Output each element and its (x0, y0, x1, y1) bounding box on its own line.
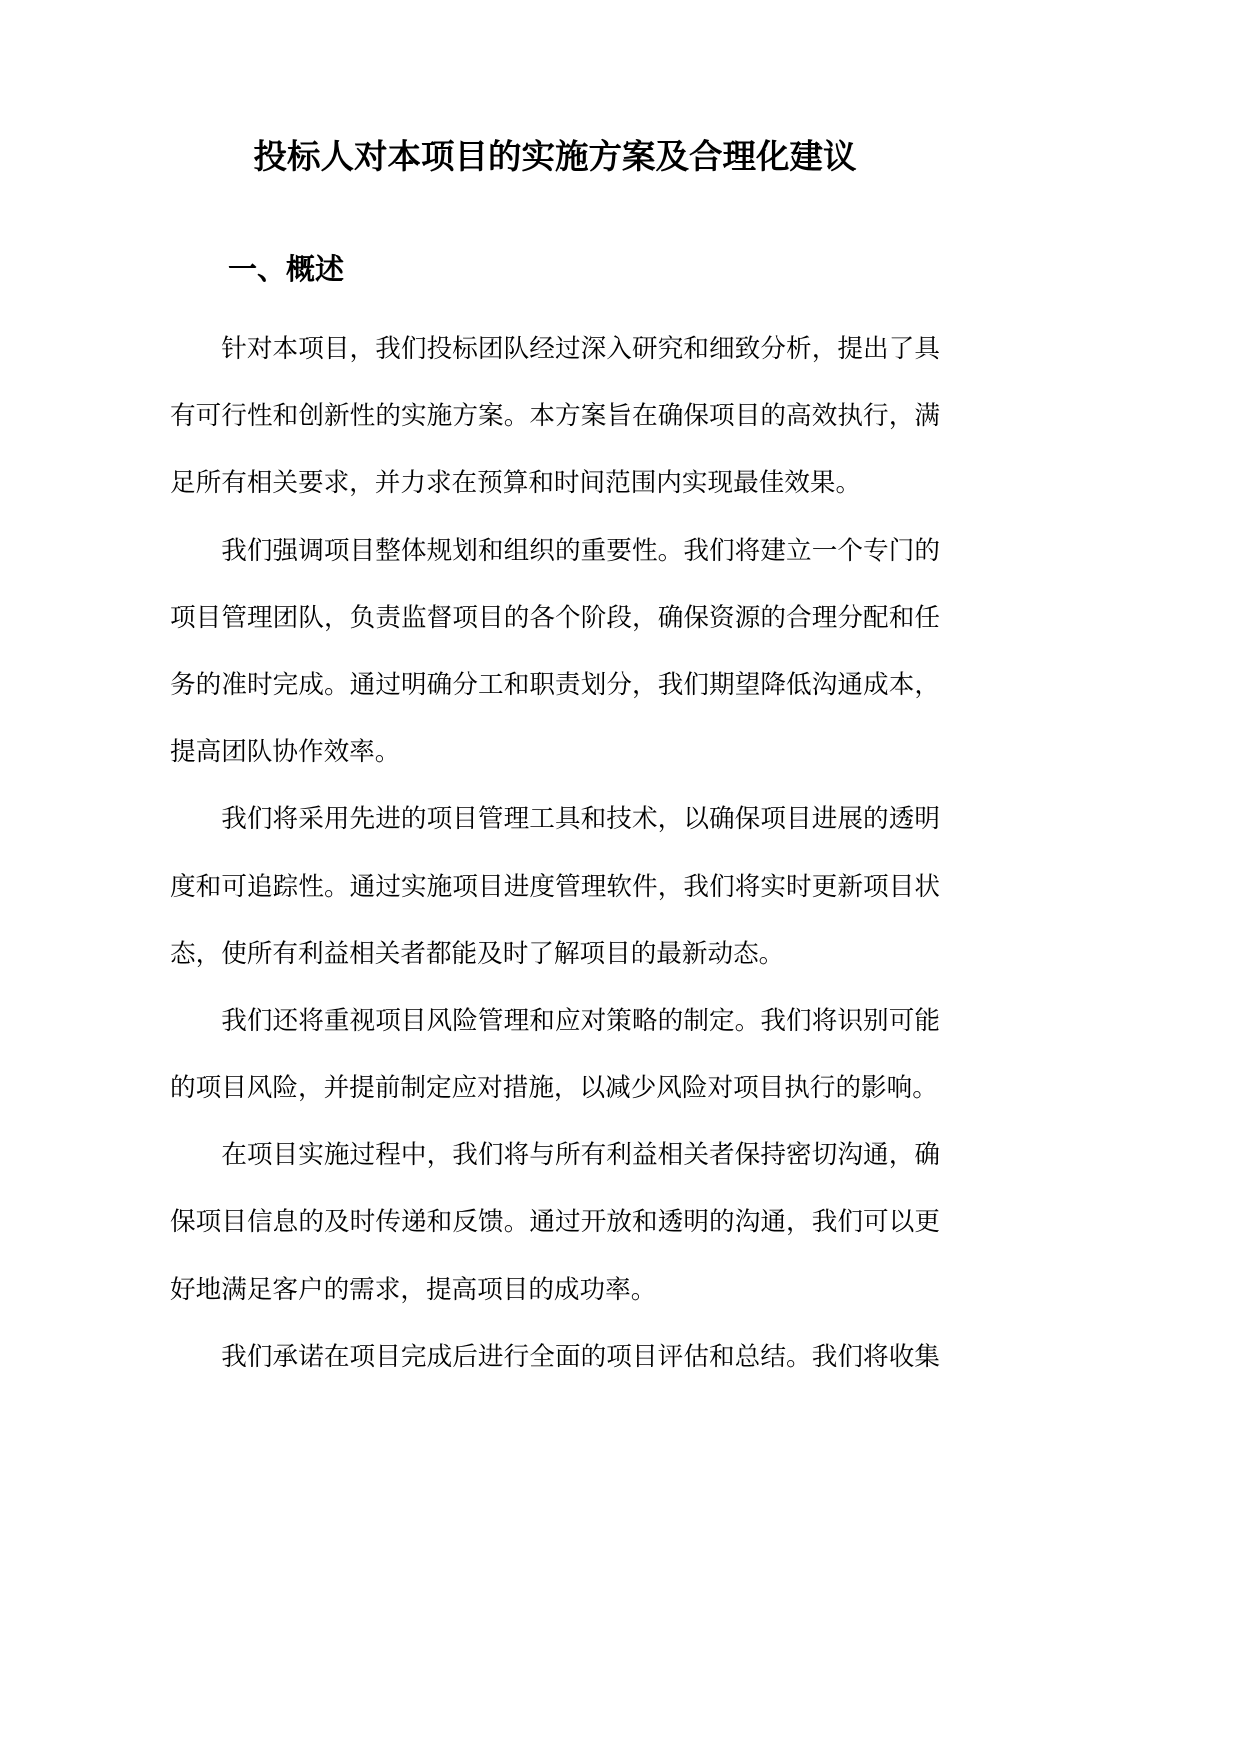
text-line: 足所有相关要求，并力求在预算和时间范围内实现最佳效果。 (170, 468, 862, 498)
paragraph (170, 1121, 940, 1323)
text-line: 的项目风险，并提前制定应对措施，以减少风险对项目执行的影响。 (170, 1073, 938, 1103)
text-line: 务的准时完成。通过明确分工和职责划分，我们期望降低沟通成本， (170, 669, 940, 699)
paragraph (170, 517, 940, 786)
text-line: 我们将采用先进的项目管理工具和技术，以确保项目进展的透明 (221, 804, 940, 834)
text-line: 提高团队协作效率。 (170, 737, 401, 767)
text-line: 度和可追踪性。通过实施项目进度管理软件，我们将实时更新项目状 (170, 871, 940, 901)
text-line: 项目管理团队，负责监督项目的各个阶段，确保资源的合理分配和任 (170, 602, 940, 632)
text-line: 针对本项目，我们投标团队经过深入研究和细致分析，提出了具 (221, 334, 940, 363)
paragraph (170, 315, 940, 517)
text-line: 我们承诺在项目完成后进行全面的项目评估和总结。我们将收集 (221, 1341, 940, 1371)
paragraph (170, 987, 940, 1121)
section-body (170, 315, 940, 1390)
paragraph (170, 1323, 940, 1390)
paragraph (170, 785, 940, 987)
document-title: 投标人对本项目的实施方案及合理化建议 (253, 139, 857, 176)
text-line: 在项目实施过程中，我们将与所有利益相关者保持密切沟通，确 (221, 1140, 940, 1170)
section-heading: 一、概述 (228, 254, 345, 286)
text-line: 好地满足客户的需求，提高项目的成功率。 (170, 1274, 657, 1304)
text-line: 我们强调项目整体规划和组织的重要性。我们将建立一个专门的 (221, 535, 940, 565)
text-line: 态，使所有利益相关者都能及时了解项目的最新动态。 (170, 938, 785, 968)
text-line: 我们还将重视项目风险管理和应对策略的制定。我们将识别可能 (221, 1005, 940, 1035)
text-line: 保项目信息的及时传递和反馈。通过开放和透明的沟通，我们可以更 (170, 1207, 940, 1237)
text-line: 有可行性和创新性的实施方案。本方案旨在确保项目的高效执行，满 (170, 401, 940, 431)
